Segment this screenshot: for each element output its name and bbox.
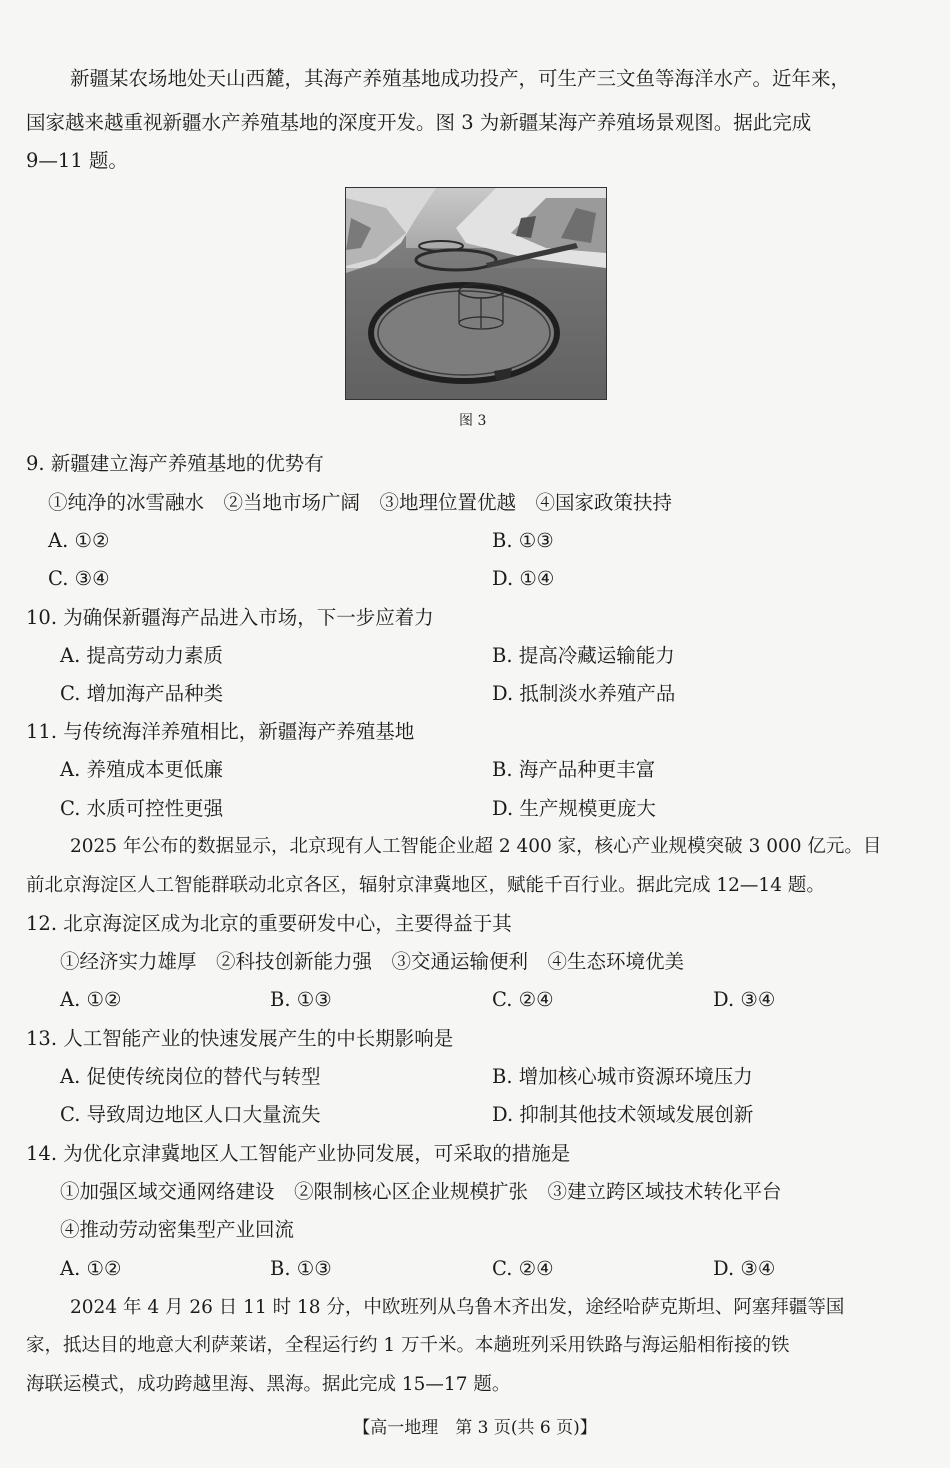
q12-items: ①经济实力雄厚 ②科技创新能力强 ③交通运输便利 ④生态环境优美 (60, 950, 685, 973)
q14-items-line-2: ④推动劳动密集型产业回流 (60, 1218, 295, 1241)
page-footer: 【高一地理 第 3 页(共 6 页)】 (353, 1418, 597, 1438)
q9-option-c: C. ③④ (48, 567, 110, 590)
q11-option-d: D. 生产规模更庞大 (492, 797, 656, 820)
q10-option-a: A. 提高劳动力素质 (60, 644, 223, 667)
q12-option-a: A. ①② (60, 988, 122, 1011)
q13-stem: 13. 人工智能产业的快速发展产生的中长期影响是 (26, 1027, 454, 1050)
q14-option-b: B. ①③ (270, 1257, 332, 1280)
intro1-line-3: 9—11 题。 (26, 149, 128, 172)
q10-option-b: B. 提高冷藏运输能力 (492, 644, 675, 667)
figure-caption: 图 3 (459, 413, 487, 429)
q14-items-line-1: ①加强区域交通网络建设 ②限制核心区企业规模扩张 ③建立跨区域技术转化平台 (60, 1180, 782, 1203)
q9-option-d: D. ①④ (492, 567, 555, 590)
q14-stem: 14. 为优化京津冀地区人工智能产业协同发展，可采取的措施是 (26, 1142, 571, 1165)
q10-option-c: C. 增加海产品种类 (60, 682, 224, 705)
q12-option-b: B. ①③ (270, 988, 332, 1011)
q11-option-c: C. 水质可控性更强 (60, 797, 224, 820)
intro2-line-1: 2025 年公布的数据显示，北京现有人工智能企业超 2 400 家，核心产业规模突破 3 000 亿元。目 (70, 836, 882, 857)
intro3-line-2: 家，抵达目的地意大利萨莱诺，全程运行约 1 万千米。本趟班列采用铁路与海运船相衔接的铁 (26, 1335, 790, 1356)
q11-option-b: B. 海产品种更丰富 (492, 758, 656, 781)
q9-option-a: A. ①② (48, 529, 110, 552)
q12-stem: 12. 北京海淀区成为北京的重要研发中心，主要得益于其 (26, 912, 512, 935)
q13-option-c: C. 导致周边地区人口大量流失 (60, 1103, 321, 1126)
intro3-line-1: 2024 年 4 月 26 日 11 时 18 分，中欧班列从乌鲁木齐出发，途经哈萨克斯坦、阿塞拜疆等国 (70, 1297, 845, 1318)
q14-option-a: A. ①② (60, 1257, 122, 1280)
q11-option-a: A. 养殖成本更低廉 (60, 758, 223, 781)
intro3-line-3: 海联运模式，成功跨越里海、黑海。据此完成 15—17 题。 (26, 1374, 511, 1395)
q9-stem: 9. 新疆建立海产养殖基地的优势有 (26, 452, 324, 475)
q12-option-c: C. ②④ (492, 988, 554, 1011)
q12-option-d: D. ③④ (713, 988, 776, 1011)
q14-option-c: C. ②④ (492, 1257, 554, 1280)
q10-option-d: D. 抵制淡水养殖产品 (492, 682, 676, 705)
q11-stem: 11. 与传统海洋养殖相比，新疆海产养殖基地 (26, 720, 415, 743)
q9-items: ①纯净的冰雪融水 ②当地市场广阔 ③地理位置优越 ④国家政策扶持 (48, 491, 673, 514)
q13-option-b: B. 增加核心城市资源环境压力 (492, 1065, 753, 1088)
q13-option-a: A. 促使传统岗位的替代与转型 (60, 1065, 321, 1088)
q13-option-d: D. 抑制其他技术领域发展创新 (492, 1103, 754, 1126)
intro2-line-2: 前北京海淀区人工智能群联动北京各区，辐射京津冀地区，赋能千百行业。据此完成 12—14 题。 (26, 875, 825, 896)
intro1-line-2: 国家越来越重视新疆水产养殖基地的深度开发。图 3 为新疆某海产养殖场景观图。据此完成 (26, 111, 812, 134)
q9-option-b: B. ①③ (492, 529, 554, 552)
q14-option-d: D. ③④ (713, 1257, 776, 1280)
fish-farm-photo (345, 187, 607, 400)
intro1-line-1: 新疆某农场地处天山西麓，其海产养殖基地成功投产，可生产三文鱼等海洋水产。近年来， (70, 67, 851, 90)
q10-stem: 10. 为确保新疆海产品进入市场，下一步应着力 (26, 606, 434, 629)
